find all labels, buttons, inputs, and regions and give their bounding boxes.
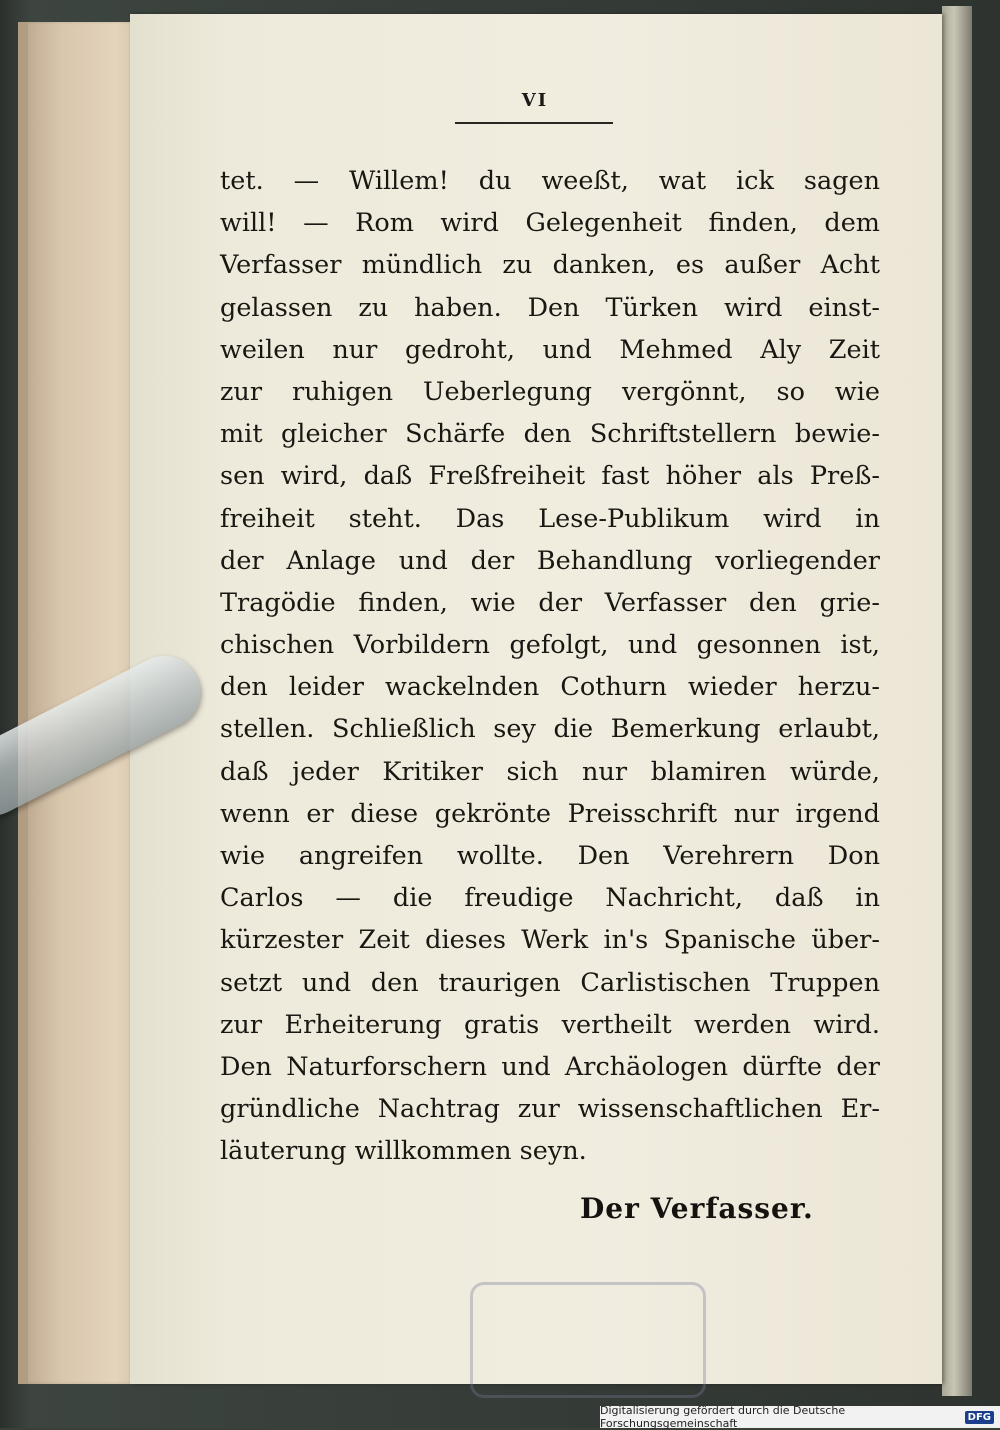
text-line: der Anlage und der Behandlung vorliegender — [220, 545, 880, 576]
next-page-edge — [942, 6, 972, 1396]
text-line: kürzester Zeit dieses Werk in's Spanische über- — [220, 925, 880, 956]
signature: Der Verfasser. — [580, 1192, 814, 1225]
text-line: läuterung willkommen seyn. — [220, 1136, 587, 1167]
text-line: den leider wackelnden Cothurn wieder herzu- — [220, 672, 880, 703]
text-line: zur Erheiterung gratis vertheilt werden wird. — [220, 1009, 880, 1040]
text-line: wie angreifen wollte. Den Verehrern Don — [220, 841, 880, 871]
text-line: Tragödie finden, wie der Verfasser den grie- — [220, 587, 880, 618]
footer-credit-text: Digitalisierung gefördert durch die Deutsche Forschungsgemeinschaft — [600, 1404, 846, 1430]
text-line: zur ruhigen Ueberlegung vergönnt, so wie — [220, 376, 880, 407]
text-line: will! — Rom wird Gelegenheit finden, dem — [220, 208, 880, 239]
header-rule — [455, 122, 613, 124]
running-head: VI — [521, 90, 549, 111]
text-line: tet. — Willem! du weeßt, wat ick sagen — [220, 166, 880, 196]
footer-credit-bar — [600, 1406, 1000, 1428]
text-line: Carlos — die freudige Nachricht, daß in — [220, 883, 880, 914]
text-line: daß jeder Kritiker sich nur blamiren würde, — [220, 756, 880, 787]
text-line: chischen Vorbildern gefolgt, und gesonnen ist, — [220, 630, 880, 661]
text-line: weilen nur gedroht, und Mehmed Aly Zeit — [220, 334, 880, 365]
body-text — [220, 160, 880, 1173]
text-line: gründliche Nachtrag zur wissenschaftlichen Er- — [220, 1094, 880, 1125]
text-line: mit gleicher Schärfe den Schriftstellern bewie- — [220, 419, 880, 450]
text-line: Den Naturforschern und Archäologen dürfte der — [220, 1051, 880, 1082]
text-line: sen wird, daß Freßfreiheit fast höher als Preß- — [220, 461, 880, 492]
text-line: stellen. Schließlich sey die Bemerkung erlaubt, — [220, 714, 880, 745]
book-edge-stripe — [18, 22, 28, 1384]
text-line: gelassen zu haben. Den Türken wird einst- — [220, 292, 880, 323]
library-stamp — [470, 1282, 706, 1398]
text-line: freiheit steht. Das Lese-Publikum wird in — [220, 503, 880, 534]
dfg-logo: DFG — [965, 1411, 994, 1424]
text-line: setzt und den traurigen Carlistischen Truppen — [220, 967, 880, 998]
text-line: wenn er diese gekrönte Preisschrift nur irgend — [220, 798, 880, 829]
text-line: Verfasser mündlich zu danken, es außer Acht — [220, 250, 880, 281]
